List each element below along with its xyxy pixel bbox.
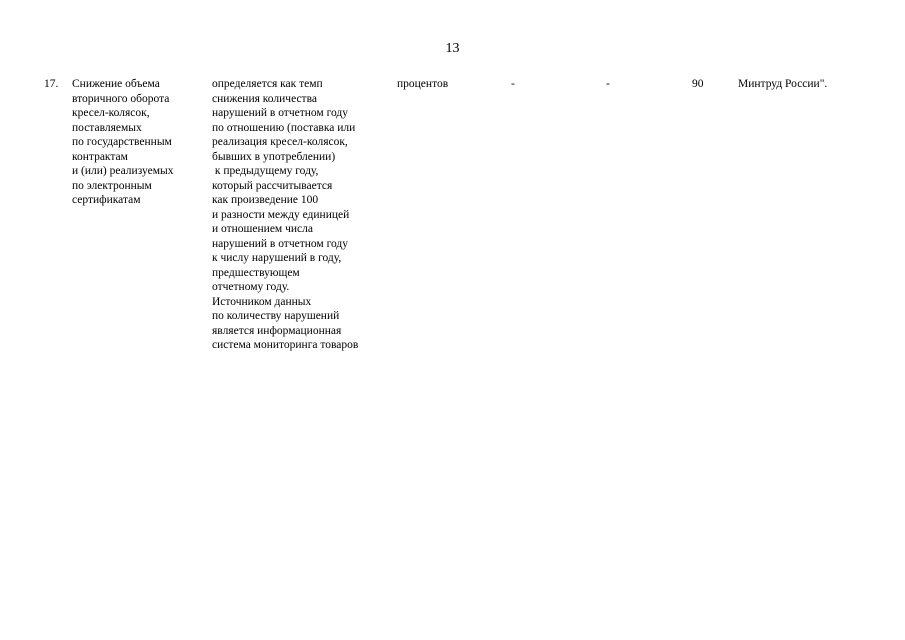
value-cell-2: - (606, 78, 610, 90)
definition-line: и разности между единицей (212, 208, 350, 221)
definition-line: предшествующем (212, 266, 300, 279)
value-cell-3: 90 (692, 78, 704, 90)
definition-line: к предыдущему году, (212, 165, 319, 177)
indicator-name-line: кресел-колясок, (72, 107, 150, 119)
definition-line: к числу нарушений в году, (212, 252, 342, 264)
definition-line: нарушений в отчетном году (212, 237, 349, 250)
indicator-name-line: контрактам (72, 150, 128, 163)
definition-line: как произведение 100 (212, 194, 319, 206)
unit-of-measure: процентов (397, 78, 449, 90)
definition-line: отчетному году. (212, 281, 290, 293)
indicator-name-line: поставляемых (72, 121, 142, 134)
definition-line: который рассчитывается (212, 179, 333, 192)
indicator-name-line: сертификатам (72, 194, 141, 206)
definition-line: реализация кресел-колясок, (212, 136, 348, 148)
row-index: 17. (44, 78, 59, 90)
definition-line: нарушений в отчетном году (212, 107, 349, 119)
definition-line: по количеству нарушений (212, 310, 340, 322)
indicator-name-line: по государственным (72, 136, 172, 148)
page-number: 13 (445, 41, 460, 56)
indicator-name (72, 77, 173, 208)
definition-line: определяется как темп (212, 78, 323, 90)
definition-line: Источником данных (212, 295, 312, 308)
indicator-name-line: Снижение объема (72, 78, 160, 90)
definition-line: снижения количества (212, 92, 317, 105)
definition-line: бывших в употреблении) (212, 150, 336, 163)
definition-line: система мониторинга товаров (212, 339, 359, 351)
responsible-agency: Минтруд России". (738, 78, 828, 90)
definition-line: по отношению (поставка или (212, 121, 356, 134)
value-cell-1: - (511, 78, 515, 90)
definition-line: является информационная (212, 324, 342, 337)
definition-line: и отношением числа (212, 223, 313, 235)
indicator-name-line: по электронным (72, 179, 152, 192)
indicator-name-line: вторичного оборота (72, 92, 170, 105)
indicator-name-line: и (или) реализуемых (72, 165, 174, 177)
indicator-definition (212, 77, 358, 353)
